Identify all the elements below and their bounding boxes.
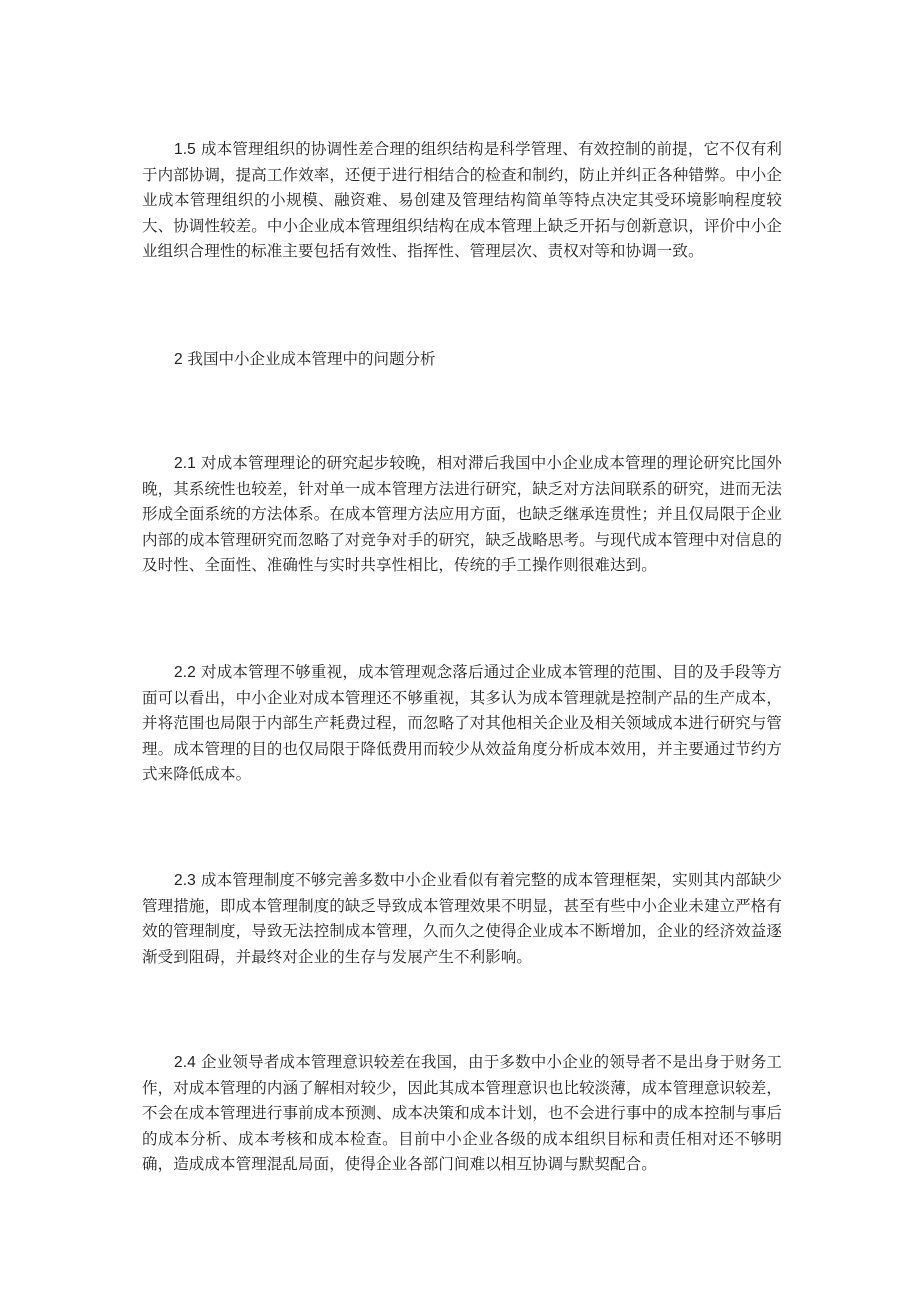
section-number: 2.1 [174,455,196,472]
paragraph-2-3 [142,868,782,970]
section-number: 2.4 [174,1054,196,1071]
section-number: 1.5 [174,141,196,158]
paragraph-2-1 [142,451,782,579]
paragraph-text: 成本管理组织的协调性差合理的组织结构是科学管理、有效控制的前提，它不仅有利于内部协调，提高工作效率，还便于进行相结合的检查和制约，防止并纠正各种错弊。中小企业成本管理组织的小规模、融资难、易创建及管理结构简单等特点决定其受环境影响程度较大、协调性较差。中小企业成本管理组织结构在成本管理上缺乏开拓与创新意识，评价中小企业组织合理性的标准主要包括有效性、指挥性、管理层次、责权对等和协调一致。 [142,140,782,260]
paragraph-text: 对成本管理理论的研究起步较晚，相对滞后我国中小企业成本管理的理论研究比国外晚，其系统性也较差，针对单一成本管理方法进行研究，缺乏对方法间联系的研究，进而无法形成全面系统的方法体系。在成本管理方法应用方面，也缺乏继承连贯性；并且仅局限于企业内部的成本管理研究而忽略了对竞争对手的研究，缺乏战略思考。与现代成本管理中对信息的及时性、全面性、准确性与实时共享性相比，传统的手工操作则很难达到。 [142,454,782,574]
paragraph-1-5 [142,137,782,265]
paragraph-text: 企业领导者成本管理意识较差在我国，由于多数中小企业的领导者不是出身于财务工作，对成本管理的内涵了解相对较少，因此其成本管理意识也比较淡薄，成本管理意识较差，不会在成本管理进行事前成本预测、成本决策和成本计划，也不会进行事中的成本控制与事后的成本分析、成本考核和成本检查。目前中小企业各级的成本组织目标和责任相对还不够明确，造成成本管理混乱局面，使得企业各部门间难以相互协调与默契配合。 [142,1053,782,1173]
section-number: 2.3 [174,872,196,889]
section-heading-2 [142,347,782,373]
paragraph-2-2 [142,660,782,788]
section-number: 2.2 [174,664,196,681]
paragraph-text: 对成本管理不够重视，成本管理观念落后通过企业成本管理的范围、目的及手段等方面可以看出，中小企业对成本管理还不够重视，其多认为成本管理就是控制产品的生产成本，并将范围也局限于内部生产耗费过程，而忽略了对其他相关企业及相关领域成本进行研究与管理。成本管理的目的也仅局限于降低费用而较少从效益角度分析成本效用，并主要通过节约方式来降低成本。 [142,663,782,783]
paragraph-text: 成本管理制度不够完善多数中小企业看似有着完整的成本管理框架，实则其内部缺少管理措施，即成本管理制度的缺乏导致成本管理效果不明显，甚至有些中小企业未建立严格有效的管理制度，导致无法控制成本管理，久而久之使得企业成本不断增加，企业的经济效益逐渐受到阻碍，并最终对企业的生存与发展产生不利影响。 [142,871,782,966]
heading-text: 我国中小企业成本管理中的问题分析 [182,350,436,368]
paragraph-2-4 [142,1050,782,1178]
section-number: 2 [174,351,183,368]
